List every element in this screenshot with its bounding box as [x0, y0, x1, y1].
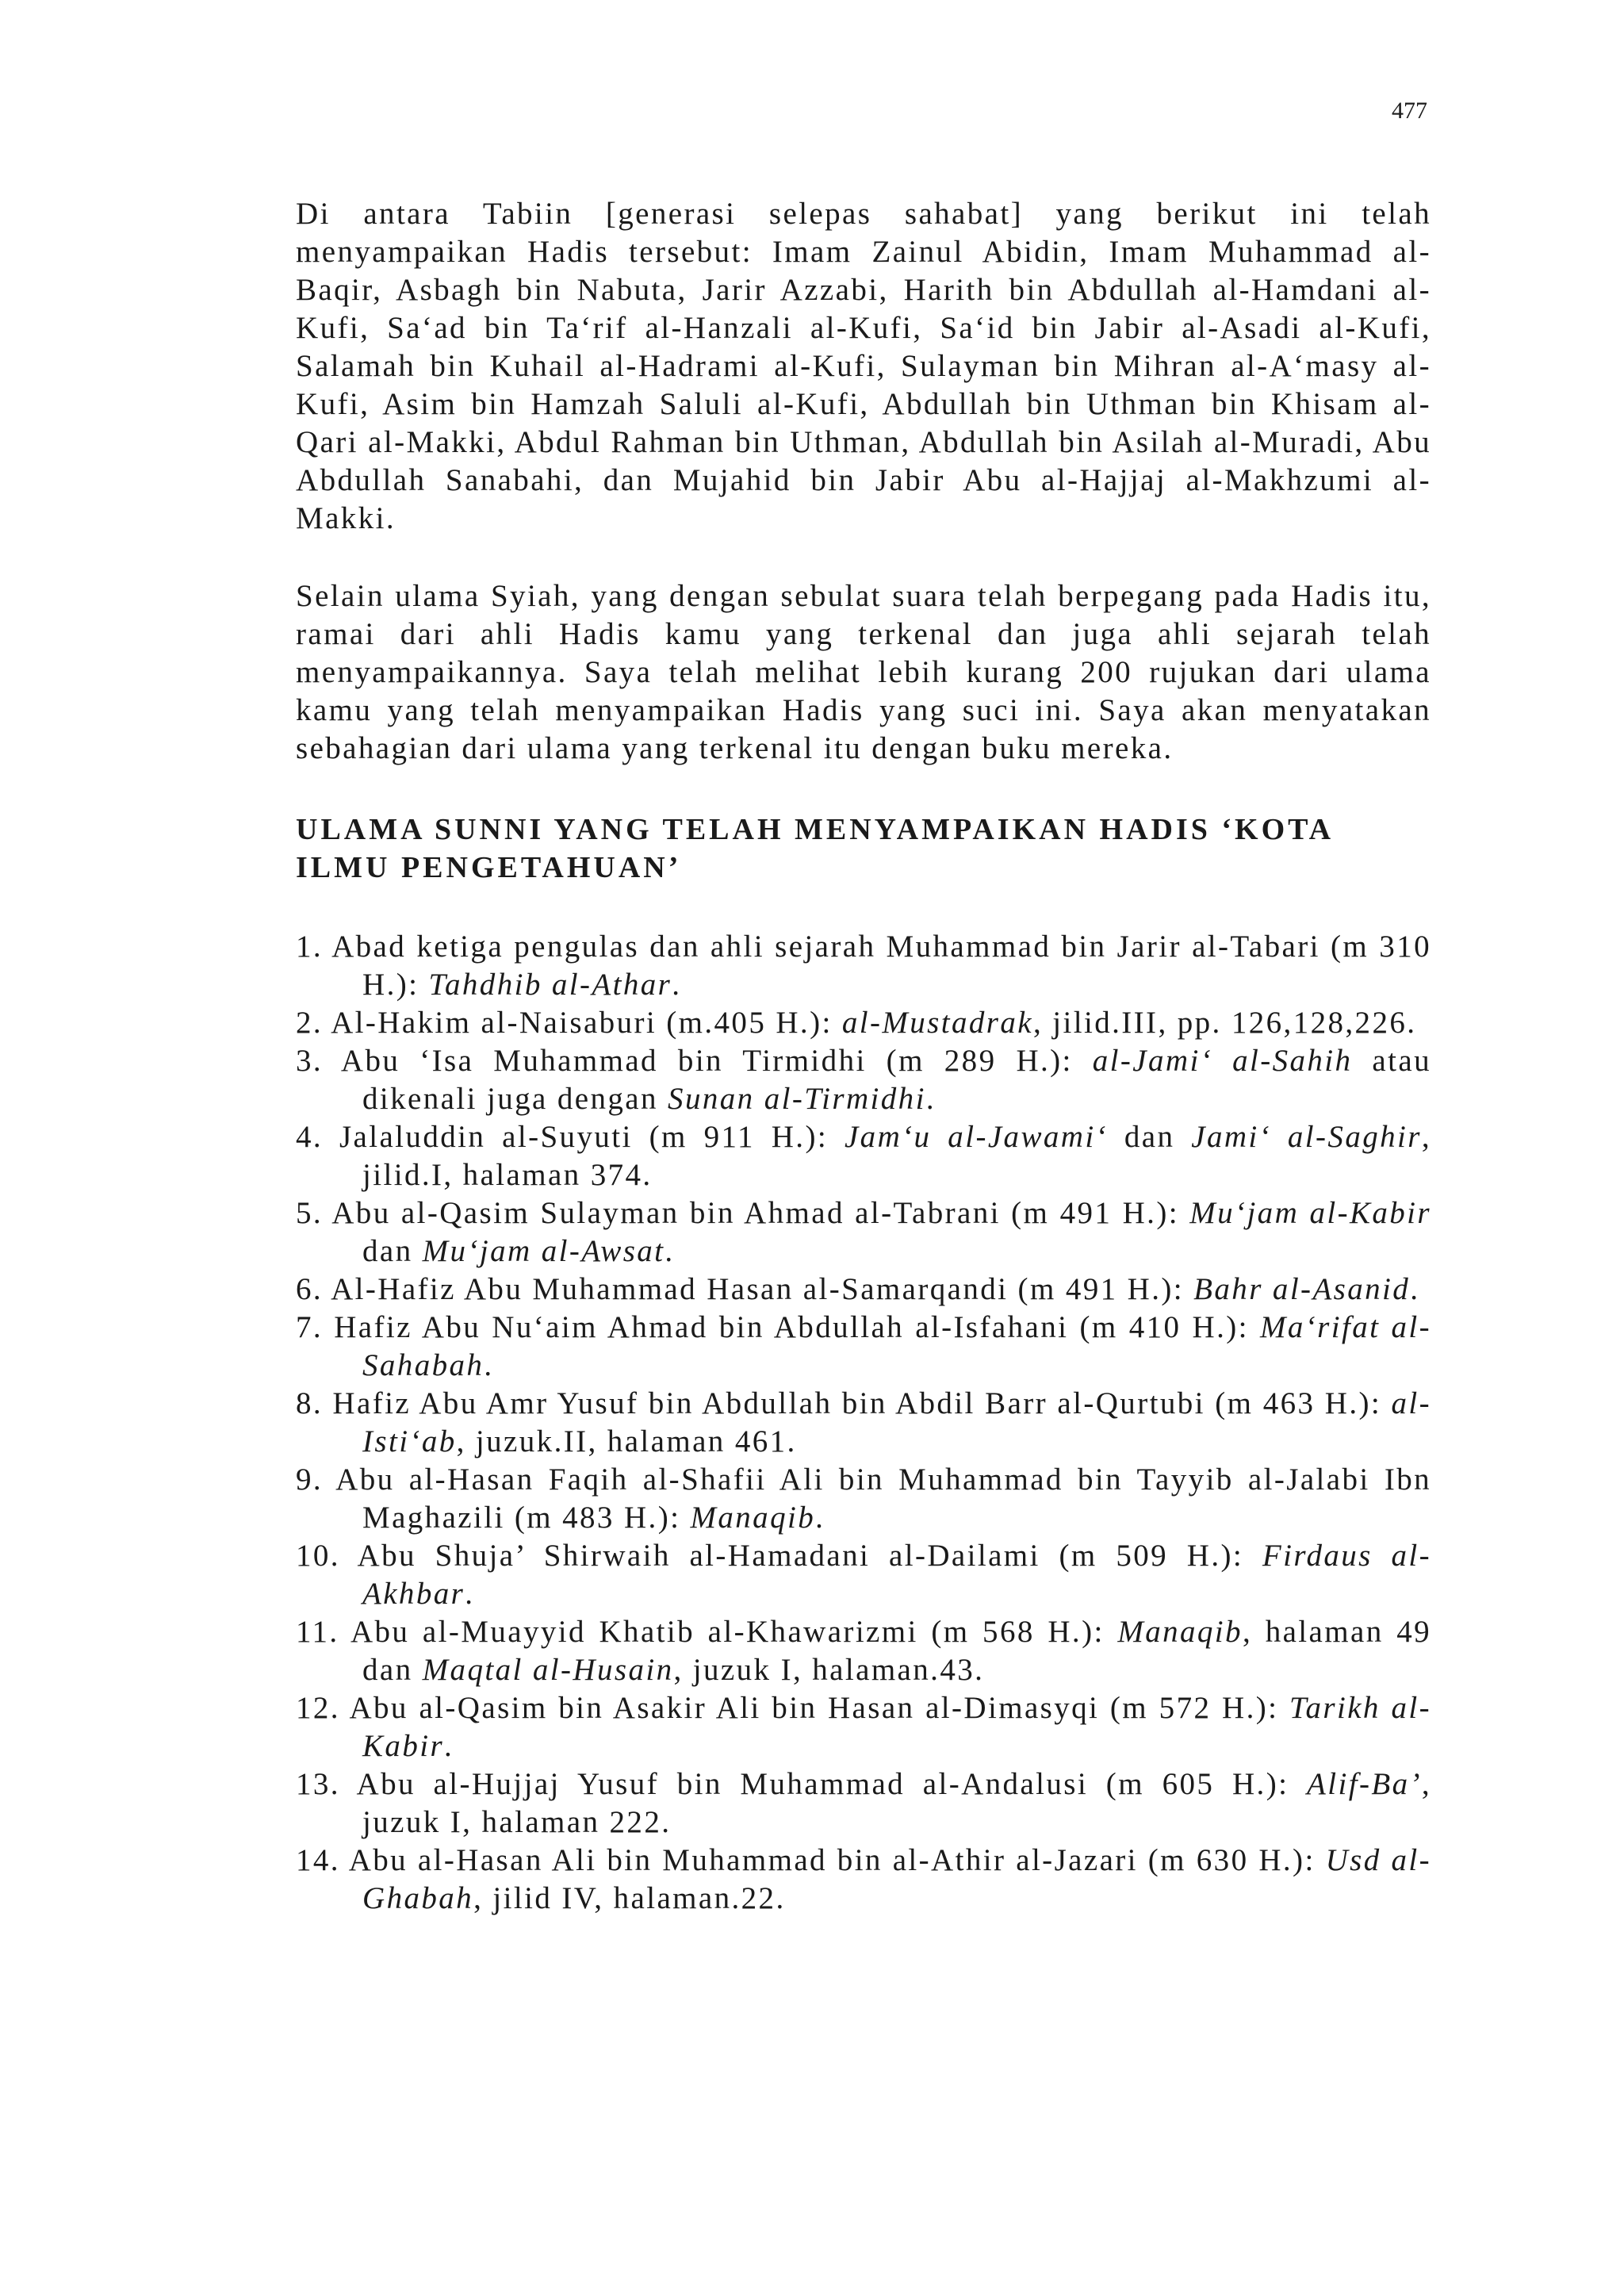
paragraph-ulama-syiah: Selain ulama Syiah, yang dengan sebulat suara telah berpegang pada Hadis itu, ramai dari ahli Hadis kamu yang terkenal dan juga ahli sejarah telah menyampaikannya. Saya telah melihat lebih kurang 200 rujukan dari ulama kamu yang telah menyampaikan Hadis yang suci ini. Saya akan menyatakan sebahagian dari ulama yang terkenal itu dengan buku mereka.: [296, 579, 1431, 765]
reference-work-title: al-Mustadrak: [841, 1006, 1033, 1040]
reference-number: 11.: [296, 1615, 339, 1649]
reference-item: [296, 1765, 1431, 1842]
reference-details: , jilid.I, halaman 374.: [362, 1120, 1432, 1192]
reference-number: 13.: [296, 1767, 340, 1801]
reference-work-title: Tarikh al-Kabir: [362, 1691, 1431, 1763]
page-number: 477: [1392, 98, 1427, 124]
reference-work-title: Manaqib: [1117, 1615, 1243, 1649]
reference-details: , juzuk I, halaman.43.: [673, 1653, 985, 1687]
reference-item: [296, 1461, 1431, 1537]
reference-details: .: [665, 1234, 675, 1268]
reference-author: Abu al-Hujjaj Yusuf bin Muhammad al-Andalusi (m 605 H.):: [356, 1767, 1308, 1801]
reference-work-title-secondary: Jami‘ al-Saghir: [1191, 1120, 1422, 1154]
reference-details: , juzuk I, halaman 222.: [362, 1767, 1432, 1839]
reference-number: 12.: [296, 1691, 340, 1725]
reference-author: Abu al-Muayyid Khatib al-Khawarizmi (m 568 H.):: [350, 1615, 1118, 1649]
reference-details: , jilid IV, halaman.22.: [473, 1881, 786, 1915]
reference-work-title: al-Isti‘ab: [362, 1386, 1431, 1458]
reference-details: .: [815, 1501, 825, 1535]
reference-author: Abu al-Qasim bin Asakir Ali bin Hasan al-Dimasyqi (m 572 H.):: [349, 1691, 1289, 1725]
reference-item: [296, 1194, 1431, 1271]
reference-connector: dan: [362, 1234, 423, 1268]
reference-details: .: [444, 1729, 454, 1763]
reference-number: 7.: [296, 1310, 324, 1344]
reference-details: .: [465, 1577, 475, 1611]
reference-author: Abu Shuja’ Shirwaih al-Hamadani al-Dailami (m 509 H.):: [357, 1539, 1262, 1573]
reference-number: 2.: [296, 1006, 324, 1040]
reference-details: , juzuk.II, halaman 461.: [456, 1424, 797, 1458]
reference-work-title: al-Jami‘ al-Sahih: [1092, 1044, 1353, 1078]
reference-item: [296, 1042, 1431, 1118]
reference-item: [296, 1613, 1431, 1689]
reference-work-title: Manaqib: [690, 1501, 816, 1535]
reference-details: , jilid.III, pp. 126,128,226.: [1032, 1006, 1417, 1040]
reference-work-title: Alif-Ba’: [1307, 1767, 1422, 1801]
reference-item: [296, 1689, 1431, 1765]
reference-number: 1.: [296, 930, 324, 964]
reference-number: 8.: [296, 1386, 324, 1420]
reference-work-title: Bahr al-Asanid: [1193, 1272, 1411, 1306]
reference-item: [296, 1537, 1431, 1613]
reference-author: Al-Hakim al-Naisaburi (m.405 H.):: [331, 1006, 842, 1040]
reference-work-title-secondary: Maqtal al-Husain: [422, 1653, 674, 1687]
reference-item: [296, 1309, 1431, 1385]
reference-work-title-secondary: Mu‘jam al-Awsat: [422, 1234, 665, 1268]
reference-number: 10.: [296, 1539, 340, 1573]
reference-author: Jalaluddin al-Suyuti (m 911 H.):: [339, 1120, 845, 1154]
reference-author: Abu al-Hasan Faqih al-Shafii Ali bin Muhammad bin Tayyib al-Jalabi Ibn Maghazili (m 483 H.):: [335, 1462, 1432, 1535]
reference-number: 9.: [296, 1462, 324, 1497]
reference-work-title-secondary: Sunan al-Tirmidhi: [668, 1082, 926, 1116]
reference-details: .: [672, 968, 682, 1002]
reference-work-title: Ma‘rifat al-Sahabah: [362, 1310, 1432, 1382]
reference-number: 6.: [296, 1272, 324, 1306]
reference-work-title: Tahdhib al-Athar: [428, 968, 672, 1002]
reference-author: Al-Hafiz Abu Muhammad Hasan al-Samarqandi (m 491 H.):: [331, 1272, 1194, 1306]
reference-item: [296, 1004, 1431, 1042]
reference-number: 5.: [296, 1196, 324, 1230]
reference-number: 3.: [296, 1044, 324, 1078]
reference-list: [296, 928, 1431, 1918]
reference-work-title: Mu‘jam al-Kabir: [1189, 1196, 1431, 1230]
section-heading-line2: ILMU PENGETAHUAN’: [296, 851, 682, 884]
reference-work-title: Usd al-Ghabah: [362, 1843, 1432, 1915]
reference-author: Abu ‘Isa Muhammad bin Tirmidhi (m 289 H.):: [340, 1044, 1093, 1078]
reference-details: .: [484, 1348, 494, 1382]
reference-connector: dan: [1107, 1120, 1192, 1154]
reference-details: .: [1410, 1272, 1420, 1306]
reference-connector: atau dikenali juga dengan: [362, 1044, 1431, 1116]
paragraph-tabiin: Di antara Tabiin [generasi selepas sahabat] yang berikut ini telah menyampaikan Hadis tersebut: Imam Zainul Abidin, Imam Muhammad al-Baqir, Asbagh bin Nabuta, Jarir Azzabi, Harith bin Abdullah al-Hamdani al-Kufi, Sa‘ad bin Ta‘rif al-Hanzali al-Kufi, Sa‘id bin Jabir al-Asadi al-Kufi, Salamah bin Kuhail al-Hadrami al-Kufi, Sulayman bin Mihran al-A‘masy al-Kufi, Asim bin Hamzah Saluli al-Kufi, Abdullah bin Uthman bin Khisam al-Qari al-Makki, Abdul Rahman bin Uthman, Abdullah bin Asilah al-Muradi, Abu Abdullah Sanabahi, dan Mujahid bin Jabir Abu al-Hajjaj al-Makhzumi al-Makki.: [296, 197, 1431, 535]
reference-work-title: Jam‘u al-Jawami‘: [844, 1120, 1108, 1154]
reference-item: [296, 1842, 1431, 1918]
section-heading-line1: ULAMA SUNNI YANG TELAH MENYAMPAIKAN HADIS ‘KOTA: [296, 813, 1335, 846]
reference-connector: , halaman 49 dan: [362, 1615, 1431, 1687]
reference-work-title: Firdaus al-Akhbar: [362, 1539, 1431, 1611]
reference-number: 4.: [296, 1120, 324, 1154]
reference-author: Hafiz Abu Nu‘aim Ahmad bin Abdullah al-Isfahani (m 410 H.):: [334, 1310, 1260, 1344]
reference-author: Hafiz Abu Amr Yusuf bin Abdullah bin Abdil Barr al-Qurtubi (m 463 H.):: [332, 1386, 1392, 1420]
page-body: [296, 195, 1431, 1918]
reference-item: [296, 928, 1431, 1004]
reference-author: Abu al-Hasan Ali bin Muhammad bin al-Athir al-Jazari (m 630 H.):: [348, 1843, 1326, 1877]
reference-item: [296, 1271, 1431, 1309]
reference-number: 14.: [296, 1843, 340, 1877]
reference-author: Abad ketiga pengulas dan ahli sejarah Muhammad bin Jarir al-Tabari (m 310 H.):: [331, 930, 1432, 1002]
section-heading: [296, 811, 1431, 887]
reference-author: Abu al-Qasim Sulayman bin Ahmad al-Tabrani (m 491 H.):: [331, 1196, 1190, 1230]
reference-item: [296, 1385, 1431, 1461]
reference-item: [296, 1118, 1431, 1194]
reference-details: .: [925, 1082, 936, 1116]
